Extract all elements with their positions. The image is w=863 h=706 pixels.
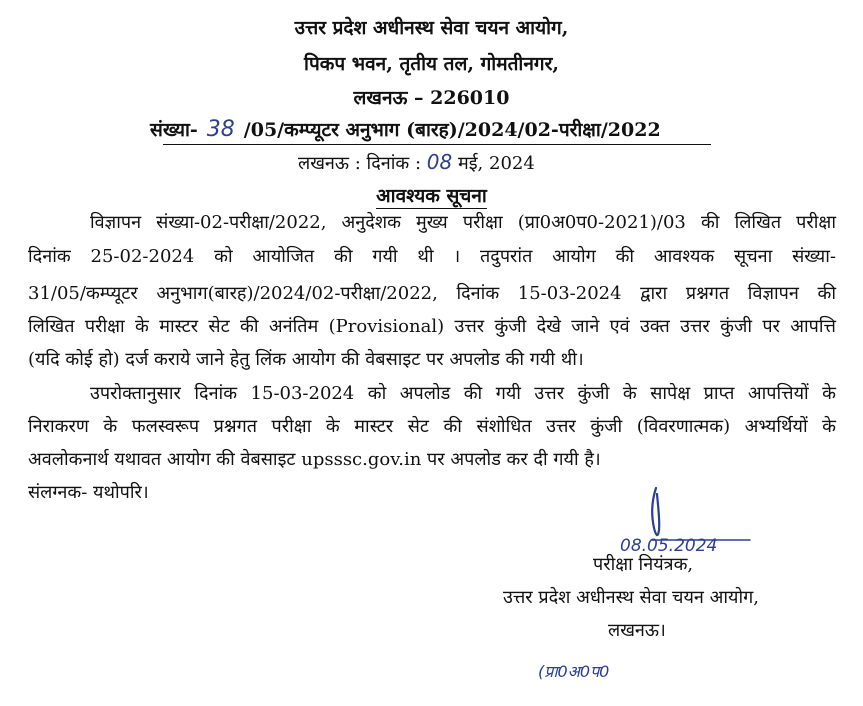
signatory-city: लखनऊ।	[608, 620, 666, 641]
date-suffix: मई, 2024	[452, 153, 535, 174]
attachment-note: संलग्नक- यथोपरि।	[28, 482, 149, 503]
reference-suffix: /05/कम्प्यूटर अनुभाग (बारह)/2024/02-परीक्षा/2022	[243, 119, 661, 141]
signature-handwritten-date: 08.05.2024	[620, 536, 718, 556]
handwritten-initials: (प्रा0अ0प0	[538, 662, 610, 681]
date-prefix: लखनऊ : दिनांक :	[298, 153, 427, 174]
issue-date	[298, 150, 535, 175]
header-address: पिकप भवन, तृतीय तल, गोमतीनगर,	[304, 53, 559, 75]
reference-underline	[163, 144, 711, 145]
signatory-organization: उत्तर प्रदेश अधीनस्थ सेवा चयन आयोग,	[503, 587, 759, 608]
body-line: अवलोकनार्थ यथावत आयोग की वेबसाइट upsssc.gov.in पर अपलोड कर दी गयी है।	[28, 449, 601, 470]
reference-handwritten-number: 38	[206, 117, 235, 142]
reference-prefix: संख्या-	[150, 119, 198, 141]
body-line: लिखित परीक्षा के मास्टर सेट की अनंतिम (Provisional) उत्तर कुंजी देखे जाने एवं उक्त उत्तर कुंजी पर आपत्ति	[28, 316, 836, 337]
date-handwritten-day: 08	[426, 150, 453, 174]
reference-number	[150, 116, 661, 142]
body-line: विज्ञापन संख्या-02-परीक्षा/2022, अनुदेशक मुख्य परीक्षा (प्रा0अ0प0-2021)/03 की लिखित परीक्षा	[90, 212, 836, 233]
body-line: दिनांक 25-02-2024 को आयोजित की गयी थी । तदुपरांत आयोग की आवश्यक सूचना संख्या-	[28, 246, 836, 267]
body-line: निराकरण के फलस्वरूप प्रश्नगत परीक्षा के मास्टर सेट की संशोधित उत्तर कुंजी (विवरणात्मक) अभ्यर्थियों के	[28, 416, 836, 437]
notice-title-text: आवश्यक सूचना	[376, 185, 487, 207]
header-org-name: उत्तर प्रदेश अधीनस्थ सेवा चयन आयोग,	[294, 17, 569, 39]
header-city-pin: लखनऊ – 226010	[353, 87, 510, 109]
body-line: 31/05/कम्प्यूटर अनुभाग(बारह)/2024/02-परीक्षा/2022, दिनांक 15-03-2024 द्वारा प्रश्नगत विज्ञापन की	[28, 283, 836, 304]
body-line: उपरोक्तानुसार दिनांक 15-03-2024 को अपलोड की गयी उत्तर कुंजी के सापेक्ष प्राप्त आपत्तियों के	[90, 383, 836, 404]
body-line: (यदि कोई हो) दर्ज कराये जाने हेतु लिंक आयोग की वेबसाइट पर अपलोड की गयी थी।	[28, 349, 584, 370]
signatory-designation: परीक्षा नियंत्रक,	[593, 554, 694, 575]
notice-title	[0, 182, 863, 208]
